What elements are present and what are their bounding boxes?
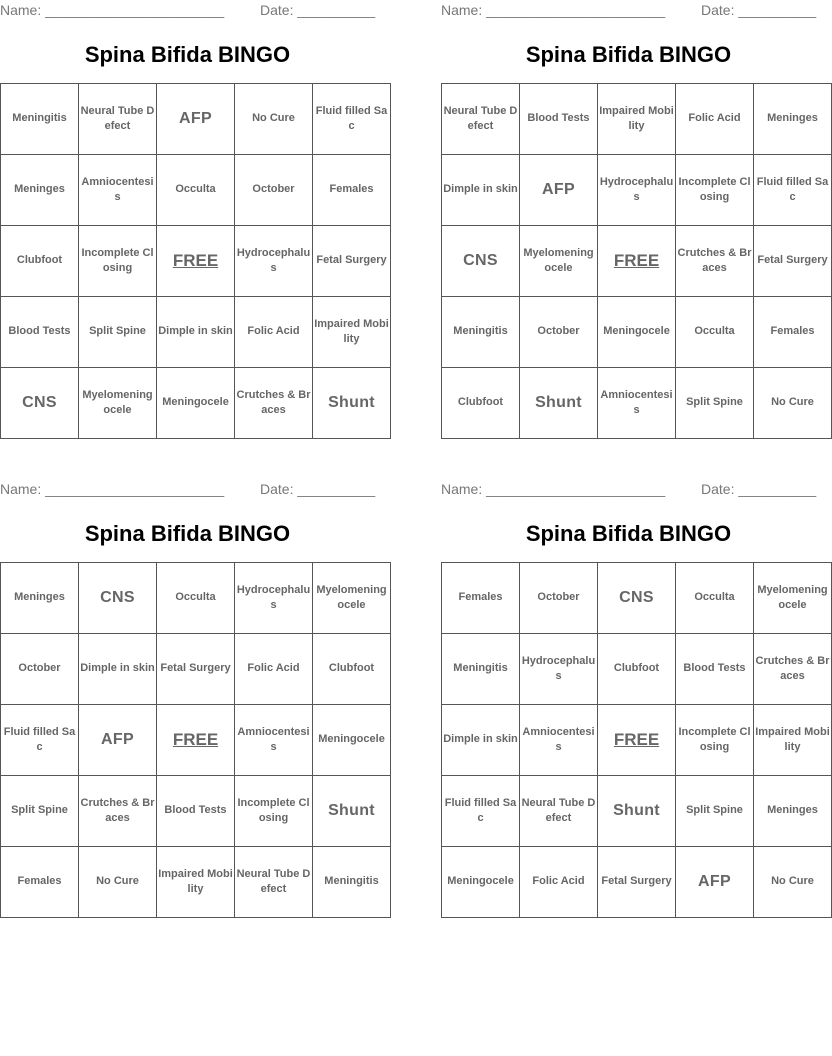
bingo-cell: Fetal Surgery	[754, 226, 832, 297]
bingo-row	[1, 297, 391, 368]
bingo-cell: AFP	[79, 705, 157, 776]
date-field: Date: __________	[260, 481, 376, 497]
bingo-cell: Females	[313, 155, 391, 226]
bingo-cell: Females	[442, 563, 520, 634]
bingo-cell: CNS	[79, 563, 157, 634]
bingo-cell: Blood Tests	[1, 297, 79, 368]
bingo-cell: October	[520, 297, 598, 368]
bingo-cell: Split Spine	[676, 776, 754, 847]
date-field: Date: __________	[701, 2, 817, 18]
bingo-cell: Females	[754, 297, 832, 368]
bingo-cell: Crutches & Braces	[754, 634, 832, 705]
card-title: Spina Bifida BINGO	[525, 42, 732, 67]
bingo-cell: Neural Tube Defect	[235, 847, 313, 918]
name-field: Name: _______________________	[441, 2, 666, 18]
date-field: Date: __________	[701, 481, 817, 497]
name-field: Name: _______________________	[441, 481, 666, 497]
bingo-cell: Neural Tube Defect	[442, 84, 520, 155]
bingo-cell: Myelomeningocele	[313, 563, 391, 634]
bingo-cell: Meninges	[754, 84, 832, 155]
bingo-cell: Clubfoot	[442, 368, 520, 439]
date-field: Date: __________	[260, 2, 376, 18]
bingo-cell: Impaired Mobility	[313, 297, 391, 368]
bingo-cell: Impaired Mobility	[157, 847, 235, 918]
bingo-row	[1, 563, 391, 634]
bingo-row	[442, 84, 832, 155]
bingo-cell: Fetal Surgery	[313, 226, 391, 297]
card-header-fields	[0, 2, 375, 20]
bingo-cell: Meningitis	[442, 297, 520, 368]
bingo-row	[1, 847, 391, 918]
bingo-cell: Dimple in skin	[442, 705, 520, 776]
bingo-cell: Occulta	[157, 155, 235, 226]
bingo-row	[1, 368, 391, 439]
card-header-fields	[441, 2, 816, 20]
bingo-cell: Folic Acid	[235, 297, 313, 368]
bingo-row	[442, 155, 832, 226]
bingo-cell: Fetal Surgery	[157, 634, 235, 705]
bingo-cell: Split Spine	[676, 368, 754, 439]
bingo-cell: Myelomeningocele	[79, 368, 157, 439]
bingo-row	[1, 84, 391, 155]
bingo-cell: Meningocele	[598, 297, 676, 368]
bingo-grid	[441, 562, 832, 918]
bingo-cell: No Cure	[79, 847, 157, 918]
bingo-cell: Incomplete Closing	[235, 776, 313, 847]
bingo-row	[1, 705, 391, 776]
bingo-cell: Blood Tests	[676, 634, 754, 705]
bingo-cell: Meninges	[754, 776, 832, 847]
bingo-row	[1, 634, 391, 705]
card-header-fields	[441, 481, 816, 499]
bingo-cell: Females	[1, 847, 79, 918]
card-title: Spina Bifida BINGO	[84, 42, 291, 67]
bingo-cell: Dimple in skin	[157, 297, 235, 368]
bingo-cell: CNS	[598, 563, 676, 634]
bingo-cell: Neural Tube Defect	[520, 776, 598, 847]
bingo-cell: Impaired Mobility	[598, 84, 676, 155]
bingo-cell: Myelomeningocele	[520, 226, 598, 297]
free-space: FREE	[598, 705, 676, 776]
bingo-row	[1, 155, 391, 226]
bingo-cell: Incomplete Closing	[676, 155, 754, 226]
bingo-cell: Occulta	[676, 297, 754, 368]
bingo-cell: Hydrocephalus	[235, 226, 313, 297]
bingo-cell: October	[520, 563, 598, 634]
bingo-cell: Folic Acid	[520, 847, 598, 918]
bingo-cell: Meninges	[1, 155, 79, 226]
bingo-row	[442, 297, 832, 368]
bingo-cell: Shunt	[313, 368, 391, 439]
bingo-row	[442, 368, 832, 439]
bingo-cell: AFP	[520, 155, 598, 226]
bingo-cell: CNS	[1, 368, 79, 439]
bingo-cell: Crutches & Braces	[676, 226, 754, 297]
bingo-cell: Myelomeningocele	[754, 563, 832, 634]
bingo-cell: Meningitis	[313, 847, 391, 918]
bingo-cell: October	[1, 634, 79, 705]
free-space: FREE	[157, 226, 235, 297]
bingo-row	[442, 226, 832, 297]
name-field: Name: _______________________	[0, 481, 225, 497]
bingo-cell: Dimple in skin	[442, 155, 520, 226]
bingo-cell: Split Spine	[1, 776, 79, 847]
bingo-cell: No Cure	[754, 847, 832, 918]
bingo-cell: Fluid filled Sac	[754, 155, 832, 226]
bingo-cell: Blood Tests	[520, 84, 598, 155]
bingo-cell: October	[235, 155, 313, 226]
bingo-cell: Shunt	[520, 368, 598, 439]
bingo-row	[442, 634, 832, 705]
card-header-fields	[0, 481, 375, 499]
bingo-cell: Hydrocephalus	[235, 563, 313, 634]
bingo-grid	[441, 83, 832, 439]
bingo-cell: Clubfoot	[313, 634, 391, 705]
bingo-cell: Clubfoot	[1, 226, 79, 297]
bingo-cell: Shunt	[313, 776, 391, 847]
card-title: Spina Bifida BINGO	[525, 521, 732, 546]
bingo-row	[442, 563, 832, 634]
bingo-cell: Fetal Surgery	[598, 847, 676, 918]
bingo-row	[442, 847, 832, 918]
bingo-cell: Meningocele	[442, 847, 520, 918]
bingo-cell: Fluid filled Sac	[313, 84, 391, 155]
free-space: FREE	[598, 226, 676, 297]
bingo-cell: No Cure	[235, 84, 313, 155]
bingo-cell: Meningocele	[157, 368, 235, 439]
bingo-cell: CNS	[442, 226, 520, 297]
bingo-cell: Hydrocephalus	[598, 155, 676, 226]
bingo-cell: Neural Tube Defect	[79, 84, 157, 155]
bingo-grid	[0, 562, 391, 918]
bingo-cell: Amniocentesis	[520, 705, 598, 776]
bingo-row	[1, 776, 391, 847]
bingo-cell: Amniocentesis	[79, 155, 157, 226]
bingo-cell: AFP	[157, 84, 235, 155]
bingo-cell: Fluid filled Sac	[1, 705, 79, 776]
card-title: Spina Bifida BINGO	[84, 521, 291, 546]
bingo-cell: Crutches & Braces	[235, 368, 313, 439]
bingo-row	[442, 776, 832, 847]
free-space: FREE	[157, 705, 235, 776]
bingo-cell: Blood Tests	[157, 776, 235, 847]
bingo-row	[442, 705, 832, 776]
bingo-cell: Meningocele	[313, 705, 391, 776]
bingo-cell: Amniocentesis	[598, 368, 676, 439]
bingo-cell: Shunt	[598, 776, 676, 847]
bingo-cell: Meninges	[1, 563, 79, 634]
bingo-cell: Clubfoot	[598, 634, 676, 705]
bingo-grid	[0, 83, 391, 439]
bingo-cell: Folic Acid	[676, 84, 754, 155]
bingo-cell: Occulta	[157, 563, 235, 634]
bingo-cell: Incomplete Closing	[676, 705, 754, 776]
bingo-cell: AFP	[676, 847, 754, 918]
bingo-cell: Split Spine	[79, 297, 157, 368]
bingo-cell: Incomplete Closing	[79, 226, 157, 297]
bingo-cell: Hydrocephalus	[520, 634, 598, 705]
bingo-cell: Folic Acid	[235, 634, 313, 705]
bingo-cell: Amniocentesis	[235, 705, 313, 776]
bingo-cell: Meningitis	[442, 634, 520, 705]
name-field: Name: _______________________	[0, 2, 225, 18]
bingo-cell: Impaired Mobility	[754, 705, 832, 776]
bingo-cell: Meningitis	[1, 84, 79, 155]
bingo-cell: No Cure	[754, 368, 832, 439]
bingo-cell: Fluid filled Sac	[442, 776, 520, 847]
bingo-cell: Occulta	[676, 563, 754, 634]
bingo-cell: Crutches & Braces	[79, 776, 157, 847]
bingo-row	[1, 226, 391, 297]
bingo-cell: Dimple in skin	[79, 634, 157, 705]
